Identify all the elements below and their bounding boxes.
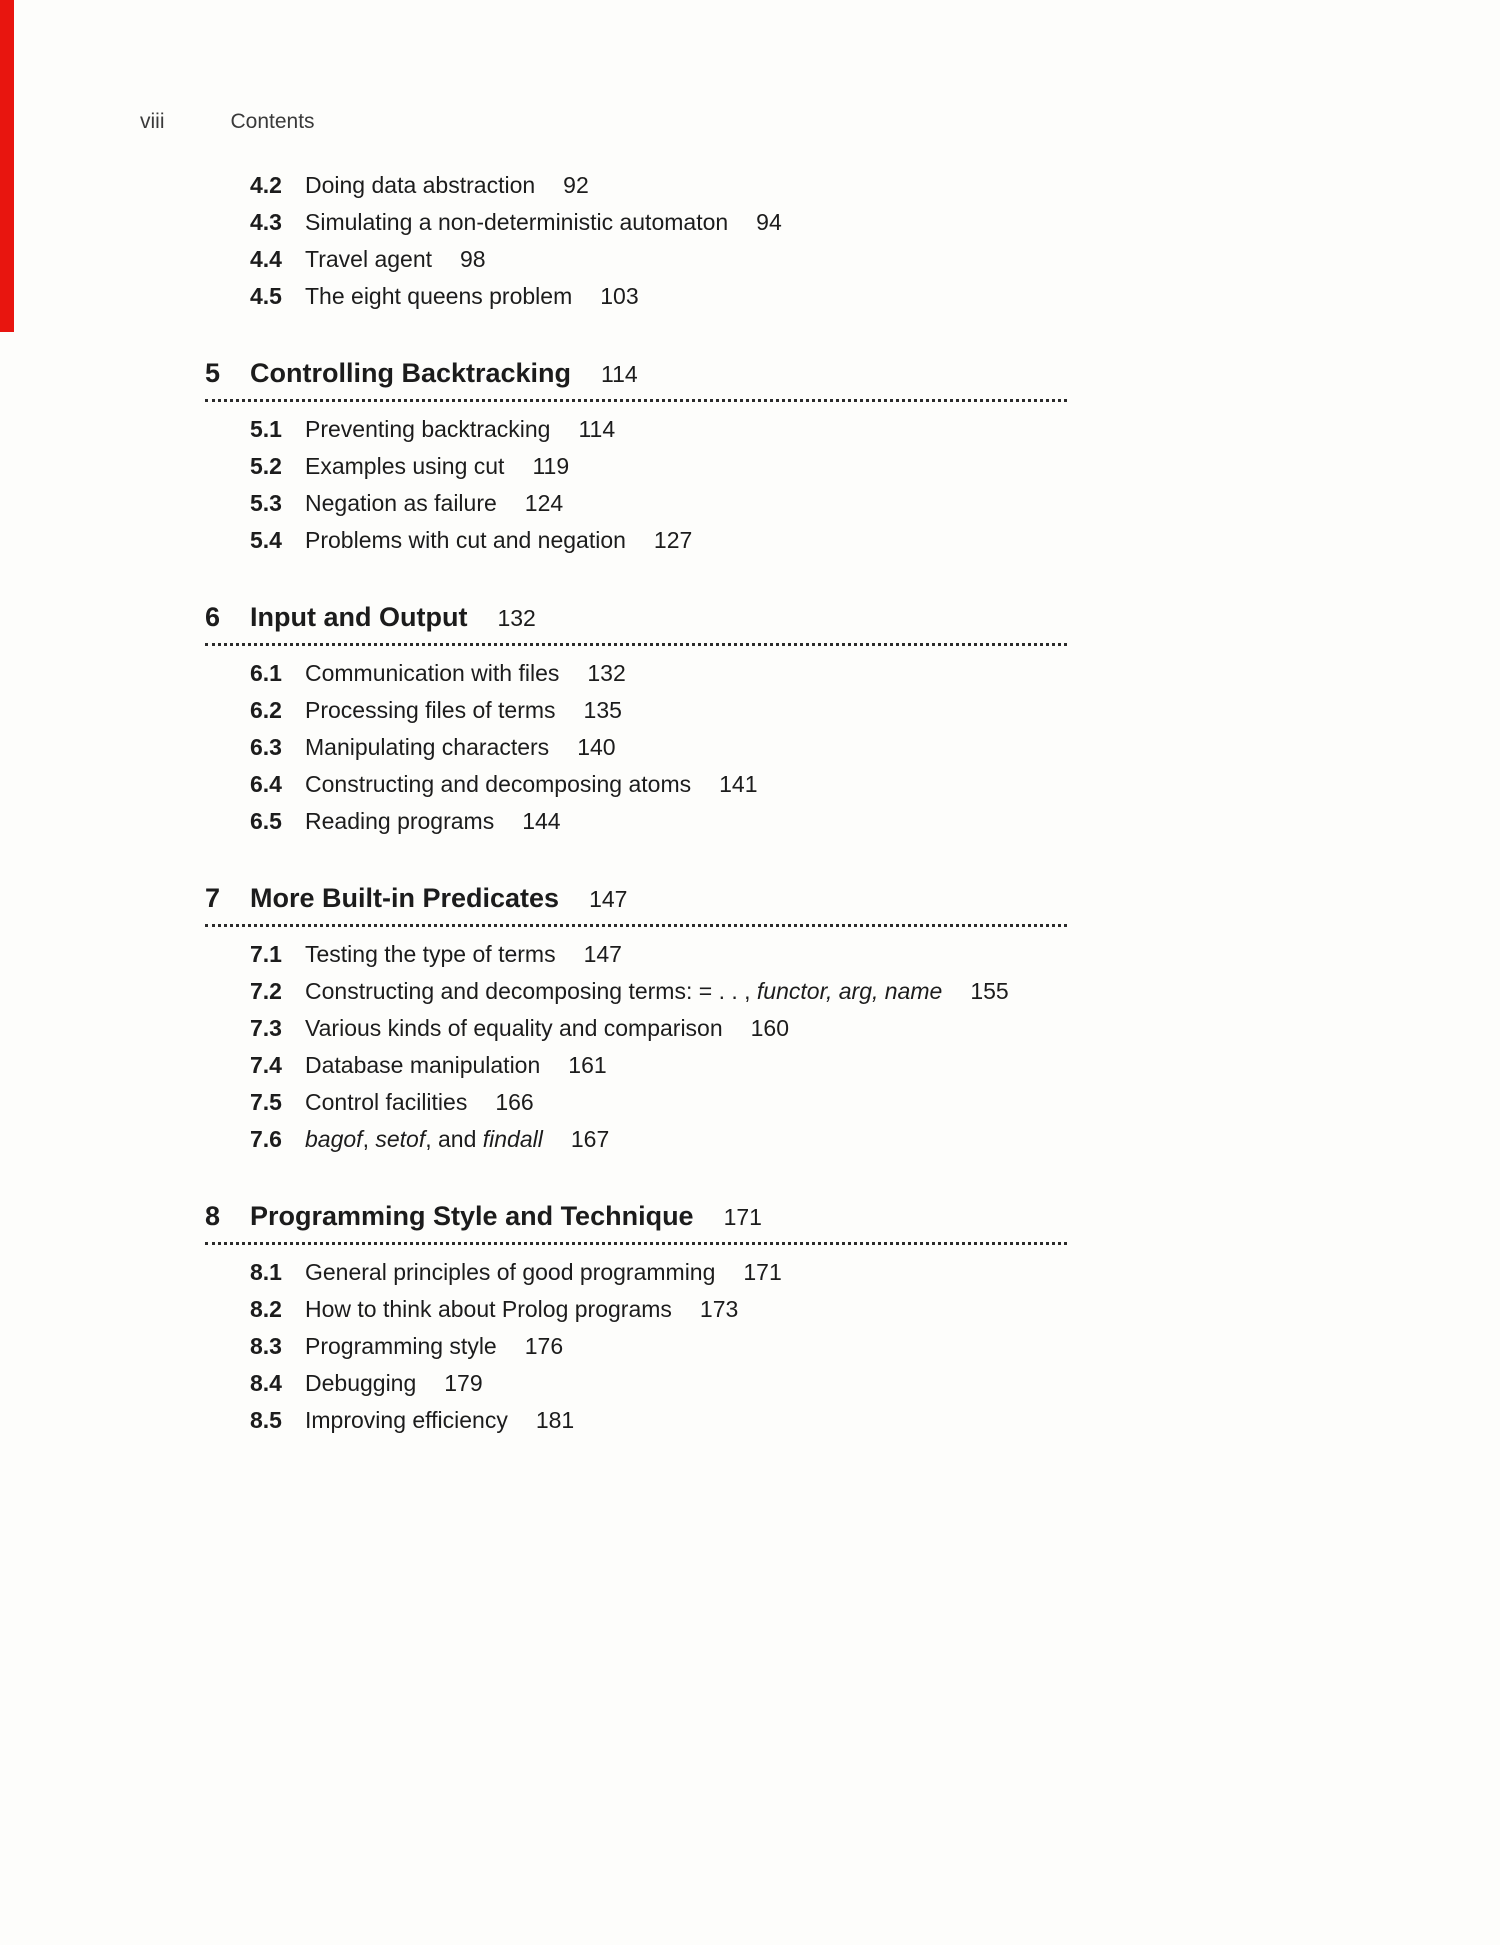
toc-entry-number: 8.4	[250, 1370, 282, 1396]
toc-chapter-heading	[205, 358, 1067, 389]
page-header	[140, 110, 315, 134]
toc-entry-number: 5.2	[250, 453, 282, 479]
toc-entry-page: 173	[699, 1296, 739, 1322]
toc-entry-title-part: Debugging	[305, 1370, 417, 1396]
toc-entry	[205, 453, 1067, 490]
toc-entry-title-part: Communication with files	[305, 660, 560, 686]
toc-entry-number: 6.1	[250, 660, 282, 686]
toc-entry-number: 6.5	[250, 808, 282, 834]
dotted-leader	[205, 1242, 1067, 1245]
toc-entry-number: 4.2	[250, 172, 282, 198]
toc-entry	[205, 416, 1067, 453]
toc-chapter-page: 171	[723, 1204, 762, 1230]
toc-entry-page: 171	[743, 1259, 782, 1285]
toc-entry-page: 132	[587, 660, 626, 686]
toc-entry-title-part: ,	[362, 1126, 376, 1152]
toc-entry	[205, 1259, 1067, 1296]
toc-entry-title-part: Preventing backtracking	[305, 416, 551, 442]
toc-chapter-number: 7	[205, 883, 221, 913]
toc-entry-page: 161	[568, 1052, 607, 1078]
red-edge-mark	[0, 0, 14, 332]
toc-entry-title-italic-part: bagof	[305, 1126, 363, 1152]
toc-chapter	[205, 1201, 1067, 1444]
toc-entry-page: 94	[756, 209, 782, 235]
toc-entry-page: 124	[524, 490, 564, 516]
toc-entry-page: 140	[577, 734, 616, 760]
toc-entry-title-part: The eight queens problem	[305, 283, 573, 309]
toc-entry-title	[305, 1333, 497, 1360]
toc-entry-title	[305, 1296, 672, 1323]
toc-chapters	[205, 358, 1067, 1444]
toc-entry-number: 7.6	[250, 1126, 282, 1152]
toc-entry	[205, 1089, 1067, 1126]
toc-entry	[205, 1052, 1067, 1089]
toc-entry-page: 179	[444, 1370, 483, 1396]
toc-chapter	[205, 358, 1067, 564]
toc-entry-title-part: Negation as failure	[305, 490, 497, 516]
toc-chapter-number: 6	[205, 602, 221, 632]
toc-entry-title	[305, 771, 691, 798]
toc-entry-title	[305, 1370, 416, 1397]
toc-entry	[205, 1015, 1067, 1052]
toc-entry-title	[305, 734, 549, 761]
toc-entry	[205, 1333, 1067, 1370]
toc-entry-number: 7.5	[250, 1089, 282, 1115]
toc-entry-title	[305, 209, 728, 236]
toc-entry	[205, 172, 1067, 209]
toc-entry-title-part: Processing files of terms	[305, 697, 556, 723]
toc-entry-page: 147	[583, 941, 622, 967]
toc-entry-title	[305, 1126, 543, 1153]
toc-entry-title-part: Reading programs	[305, 808, 495, 834]
toc-entry	[205, 771, 1067, 808]
toc-entry-title	[305, 1015, 723, 1042]
toc-entry-page: 114	[578, 416, 616, 442]
toc-entry-title-part: Constructing and decomposing atoms	[305, 771, 692, 797]
toc-entry-number: 4.5	[250, 283, 282, 309]
table-of-contents	[205, 172, 1067, 1444]
toc-entry-title-part: Examples using cut	[305, 453, 505, 479]
toc-entry	[205, 283, 1067, 320]
toc-entry-title	[305, 283, 572, 310]
toc-pre-section	[205, 172, 1067, 320]
toc-chapter-number: 5	[205, 358, 221, 388]
toc-entry-page: 135	[583, 697, 622, 723]
toc-entry-title-part: Various kinds of equality and comparison	[305, 1015, 723, 1041]
toc-entry-page: 176	[524, 1333, 564, 1359]
toc-entry-page: 167	[570, 1126, 610, 1152]
toc-chapter-page: 132	[497, 605, 536, 631]
toc-chapter	[205, 883, 1067, 1163]
toc-entry-number: 7.4	[250, 1052, 282, 1078]
toc-entry-number: 7.1	[250, 941, 282, 967]
toc-entry-page: 92	[563, 172, 589, 198]
toc-entry-number: 5.1	[250, 416, 282, 442]
toc-entry-title	[305, 1259, 715, 1286]
toc-entry-page: 119	[532, 453, 570, 479]
running-header-title: Contents	[230, 110, 315, 133]
toc-chapter-page: 147	[589, 886, 628, 912]
toc-entry	[205, 1407, 1067, 1444]
toc-entry-page: 98	[460, 246, 486, 272]
toc-entry-title-part: General principles of good programming	[305, 1259, 716, 1285]
toc-entry	[205, 1126, 1067, 1163]
toc-entry-page: 166	[495, 1089, 534, 1115]
toc-chapter-heading	[205, 1201, 1067, 1232]
toc-entry-number: 6.4	[250, 771, 282, 797]
toc-entry-title-part: Manipulating characters	[305, 734, 550, 760]
toc-entry	[205, 1296, 1067, 1333]
toc-entry-number: 4.3	[250, 209, 282, 235]
toc-entry-title-part: Travel agent	[305, 246, 432, 272]
toc-entry	[205, 209, 1067, 246]
toc-entry	[205, 490, 1067, 527]
toc-entry-title	[305, 1407, 508, 1434]
toc-entry-title-part: Database manipulation	[305, 1052, 541, 1078]
toc-entry-title-part: Improving efficiency	[305, 1407, 508, 1433]
page-number: viii	[140, 110, 165, 133]
toc-entry-title-italic-part: setof	[375, 1126, 426, 1152]
toc-entry-number: 5.4	[250, 527, 282, 553]
toc-entry-number: 7.3	[250, 1015, 282, 1041]
toc-entry-number: 7.2	[250, 978, 282, 1004]
toc-entry-title-part: Testing the type of terms	[305, 941, 556, 967]
toc-entry	[205, 697, 1067, 734]
toc-entry-title	[305, 941, 556, 968]
toc-entry-title	[305, 978, 942, 1005]
toc-entry-number: 8.1	[250, 1259, 282, 1285]
toc-entry	[205, 246, 1067, 283]
toc-entry	[205, 734, 1067, 771]
toc-chapter	[205, 602, 1067, 845]
toc-chapter-heading	[205, 602, 1067, 633]
toc-entry-title	[305, 246, 432, 273]
toc-entry-number: 8.3	[250, 1333, 282, 1359]
toc-chapter-number: 8	[205, 1201, 221, 1231]
toc-entry-number: 6.2	[250, 697, 282, 723]
dotted-leader	[205, 643, 1067, 646]
toc-entry-number: 5.3	[250, 490, 282, 516]
toc-entry-page: 127	[653, 527, 693, 553]
toc-entry-number: 4.4	[250, 246, 282, 272]
toc-entry-number: 6.3	[250, 734, 282, 760]
toc-entry-page: 155	[970, 978, 1009, 1004]
toc-entry	[205, 941, 1067, 978]
toc-entry-title-part: Problems with cut and negation	[305, 527, 626, 553]
toc-chapter-title: More Built-in Predicates	[250, 883, 560, 913]
toc-chapter-page: 114	[601, 361, 638, 387]
toc-entry-title	[305, 453, 504, 480]
toc-entry-title	[305, 172, 535, 199]
toc-entry-number: 8.2	[250, 1296, 282, 1322]
toc-entry-title	[305, 808, 494, 835]
toc-entry	[205, 808, 1067, 845]
toc-entry-title-part: Doing data abstraction	[305, 172, 536, 198]
toc-entry-title	[305, 416, 550, 443]
toc-chapter-title: Controlling Backtracking	[250, 358, 572, 388]
dotted-leader	[205, 924, 1067, 927]
toc-entry-page: 181	[535, 1407, 575, 1433]
toc-entry-title	[305, 1052, 540, 1079]
toc-chapter-heading	[205, 883, 1067, 914]
toc-entry-title-part: Programming style	[305, 1333, 497, 1359]
toc-entry-page: 141	[719, 771, 758, 797]
toc-entry-title	[305, 660, 559, 687]
toc-entry-title	[305, 490, 497, 517]
toc-entry-title-part: , and	[425, 1126, 483, 1152]
toc-entry-title-italic-part: functor, arg, name	[756, 978, 943, 1004]
toc-chapter-title: Input and Output	[250, 602, 468, 632]
toc-entry-title-part: Constructing and decomposing terms: = . . ,	[305, 978, 757, 1004]
toc-chapter-title: Programming Style and Technique	[250, 1201, 694, 1231]
toc-entry-number: 8.5	[250, 1407, 282, 1433]
dotted-leader	[205, 399, 1067, 402]
toc-entry-title-italic-part: findall	[482, 1126, 543, 1152]
toc-entry-title-part: Simulating a non-deterministic automaton	[305, 209, 729, 235]
toc-entry	[205, 660, 1067, 697]
toc-entry-page: 160	[750, 1015, 790, 1041]
toc-entry-page: 144	[522, 808, 561, 834]
toc-entry-title	[305, 527, 626, 554]
toc-entry	[205, 527, 1067, 564]
toc-entry	[205, 978, 1067, 1015]
toc-entry-page: 103	[600, 283, 639, 309]
toc-entry	[205, 1370, 1067, 1407]
toc-entry-title-part: Control facilities	[305, 1089, 468, 1115]
toc-entry-title	[305, 1089, 467, 1116]
toc-entry-title	[305, 697, 556, 724]
toc-entry-title-part: How to think about Prolog programs	[305, 1296, 672, 1322]
